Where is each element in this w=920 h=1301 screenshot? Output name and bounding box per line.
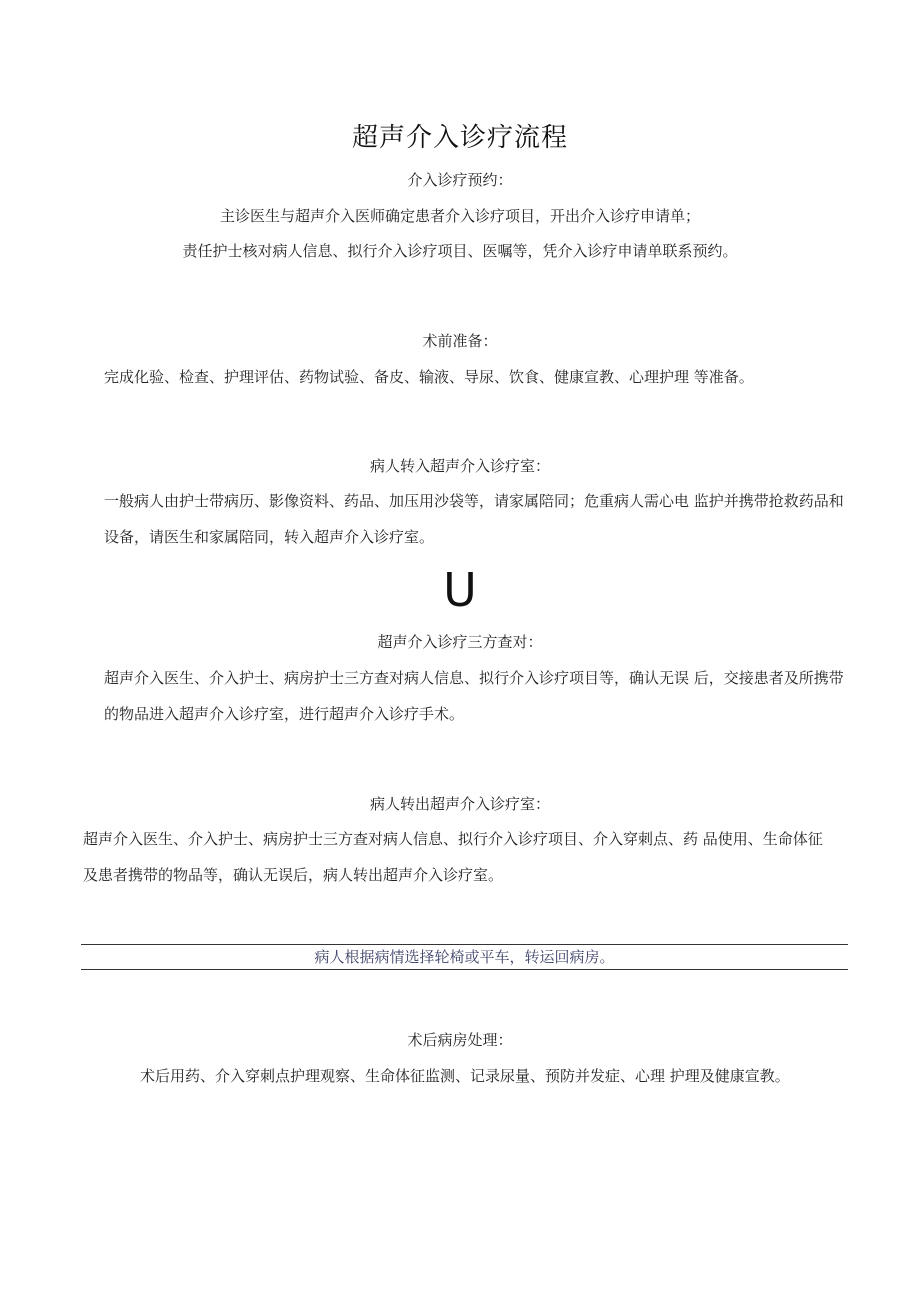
section-heading-postop: 术后病房处理： [407,1031,513,1049]
return-ward-box: 病人根据病情选择轮椅或平车，转运回病房。 [81,944,848,970]
transfer-out-text: 超声介入医生、介入护士、病房护士三方查对病人信息、拟行介入诊疗项目、介入穿刺点、药 品使用、生命体征及患者携带的物品等，确认无误后，病人转出超声介入诊疗室。 [83,830,823,884]
section-heading-transfer-out: 病人转出超声介入诊疗室： [369,795,550,813]
transfer-in-text: 一般病人由护士带病历、影像资料、药品、加压用沙袋等，请家属陪同；危重病人需心电 监护并携带抢救药品和设备，请医生和家属陪同，转入超声介入诊疗室。 [104,492,844,546]
three-party-text: 超声介入医生、介入护士、病房护士三方查对病人信息、拟行介入诊疗项目等，确认无误 后，交接患者及所携带的物品进入超声介入诊疗室，进行超声介入诊疗手术。 [104,669,844,723]
appointment-line-1: 主诊医生与超声介入医师确定患者介入诊疗项目，开出介入诊疗申请单； [219,207,700,225]
section-heading-three-party: 超声介入诊疗三方查对： [377,633,543,651]
section-heading-appointment: 介入诊疗预约： [407,171,513,189]
section-heading-preop: 术前准备： [422,332,498,350]
preop-text: 完成化验、检查、护理评估、药物试验、备皮、输液、导尿、饮食、健康宣教、心理护理 等准备。 [104,368,754,386]
postop-text: 术后用药、介入穿刺点护理观察、生命体征监测、记录尿量、预防并发症、心理 护理及健康宣教。 [140,1067,790,1085]
section-heading-transfer-in: 病人转入超声介入诊疗室： [369,457,550,475]
flow-arrow-glyph: U [443,563,477,617]
appointment-line-2: 责任护士核对病人信息、拟行介入诊疗项目、医嘱等，凭介入诊疗申请单联系预约。 [182,242,738,260]
page-title: 超声介入诊疗流程 [351,123,568,153]
